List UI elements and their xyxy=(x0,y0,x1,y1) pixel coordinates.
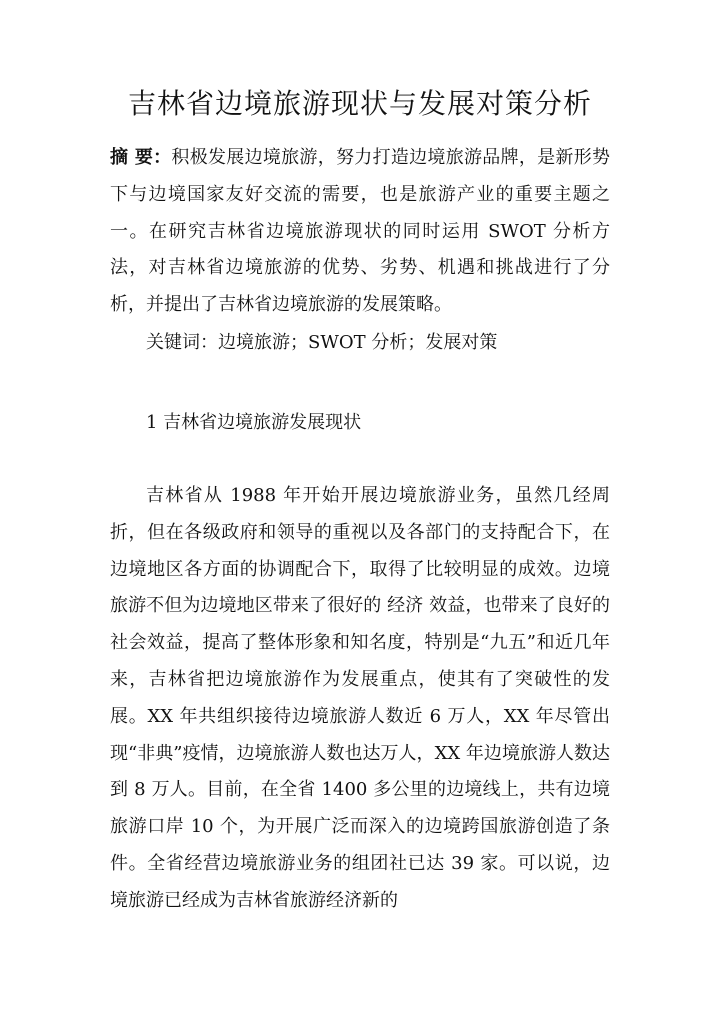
abstract-paragraph xyxy=(110,140,610,324)
abstract-label: 摘 要： xyxy=(110,147,172,168)
section-heading: 1 吉林省边境旅游发展现状 xyxy=(146,412,362,433)
document-title: 吉林省边境旅游现状与发展对策分析 xyxy=(127,87,592,120)
keywords-line: 关键词：边境旅游；SWOT 分析；发展对策 xyxy=(146,332,498,353)
abstract-text: 积极发展边境旅游，努力打造边境旅游品牌，是新形势下与边境国家友好交流的需要，也是旅游产业的重要主题之一。在研究吉林省边境旅游现状的同时运用 SWOT 分析方法，对吉林省边境旅游的优势、劣势、机遇和挑战进行了分析，并提出了吉林省边境旅游的发展策略。 xyxy=(110,147,610,316)
section-paragraph: 吉林省从 1988 年开始开展边境旅游业务，虽然几经周折，但在各级政府和领导的重视以及各部门的支持配合下，在边境地区各方面的协调配合下，取得了比较明显的成效。边境旅游不但为边境地区带来了很好的 经济 效益，也带来了良好的社会效益，提高了整体形象和知名度，特别是“九五”和近几年来，吉林省把边境旅游作为发展重点，使其有了突破性的发展。XX 年共组织接待边境旅游人数近 6 万人，XX 年尽管出现“非典”疫情，边境旅游人数也达万人，XX 年边境旅游人数达到 8 万人。目前，在全省 1400 多公里的边境线上，共有边境旅游口岸 10 个，为开展广泛而深入的边境跨国旅游创造了条件。全省经营边境旅游业务的组团社已达 39 家。可以说，边境旅游已经成为吉林省旅游经济新的 xyxy=(110,485,610,911)
